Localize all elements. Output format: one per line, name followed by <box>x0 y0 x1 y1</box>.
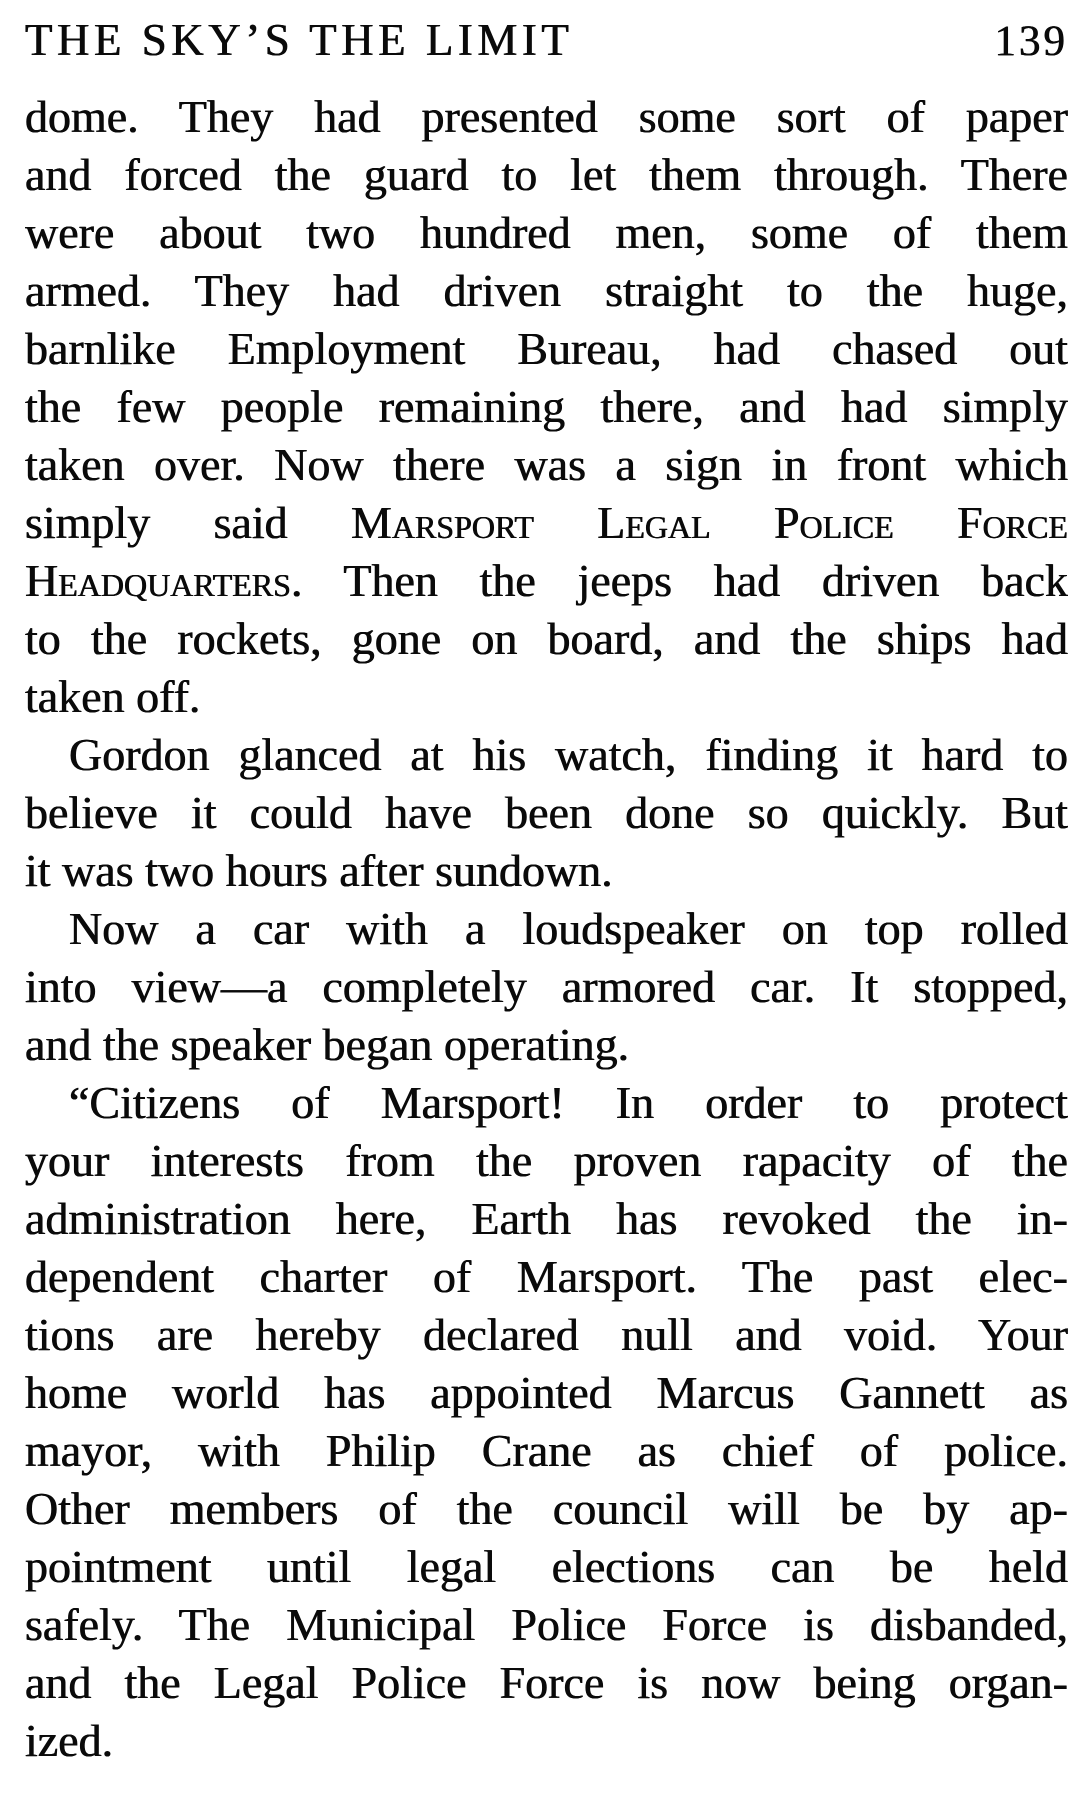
text-line: tions are hereby declared null and void. Your <box>25 1309 1068 1360</box>
text-line: mayor, with Philip Crane as chief of police. <box>25 1425 1068 1476</box>
text-line: and forced the guard to let them through. There <box>25 149 1068 200</box>
page-number: 139 <box>994 18 1068 65</box>
text-line: dome. They had presented some sort of paper <box>25 91 1068 142</box>
text-line: to the rockets, gone on board, and the ships had <box>25 613 1068 664</box>
text-line: Other members of the council will be by ap- <box>25 1483 1068 1534</box>
text-line: dependent charter of Marsport. The past elec- <box>25 1251 1068 1302</box>
text-line: and the Legal Police Force is now being organ- <box>25 1657 1068 1708</box>
paragraph-4 <box>25 1074 1068 1770</box>
text-line: armed. They had driven straight to the huge, <box>25 265 1068 316</box>
text-line: your interests from the proven rapacity of the <box>25 1135 1068 1186</box>
text-line: safely. The Municipal Police Force is disbanded, <box>25 1599 1068 1650</box>
page-header <box>25 14 1068 74</box>
small-caps-text: Headquarters. <box>25 555 303 606</box>
text-line: Gordon glanced at his watch, finding it hard to <box>69 729 1068 780</box>
text-segment: simply said <box>25 497 351 548</box>
text-line: it was two hours after sundown. <box>25 845 613 896</box>
text-line <box>25 552 1068 610</box>
text-line: pointment until legal elections can be held <box>25 1541 1068 1592</box>
text-line: “Citizens of Marsport! In order to protect <box>69 1077 1068 1128</box>
text-line: taken over. Now there was a sign in front which <box>25 439 1068 490</box>
text-line: taken off. <box>25 671 201 722</box>
paragraph-3 <box>25 900 1068 1074</box>
body-text <box>25 88 1068 1770</box>
text-line: believe it could have been done so quickly. But <box>25 787 1068 838</box>
text-line: home world has appointed Marcus Gannett as <box>25 1367 1068 1418</box>
text-line: administration here, Earth has revoked the in- <box>25 1193 1068 1244</box>
text-line: into view—a completely armored car. It stopped, <box>25 961 1068 1012</box>
text-line: ized. <box>25 1715 114 1766</box>
text-line: were about two hundred men, some of them <box>25 207 1068 258</box>
paragraph-1 <box>25 88 1068 726</box>
small-caps-text: Marsport Legal Police Force <box>350 497 1068 548</box>
paragraph-2 <box>25 726 1068 900</box>
text-line: the few people remaining there, and had simply <box>25 381 1068 432</box>
text-line: Now a car with a loudspeaker on top rolled <box>69 903 1068 954</box>
running-title: THE SKY’S THE LIMIT <box>25 15 574 65</box>
text-segment: Then the jeeps had driven back <box>302 555 1068 606</box>
text-line: barnlike Employment Bureau, had chased out <box>25 323 1068 374</box>
text-line: and the speaker began operating. <box>25 1019 630 1070</box>
text-line <box>25 494 1068 552</box>
